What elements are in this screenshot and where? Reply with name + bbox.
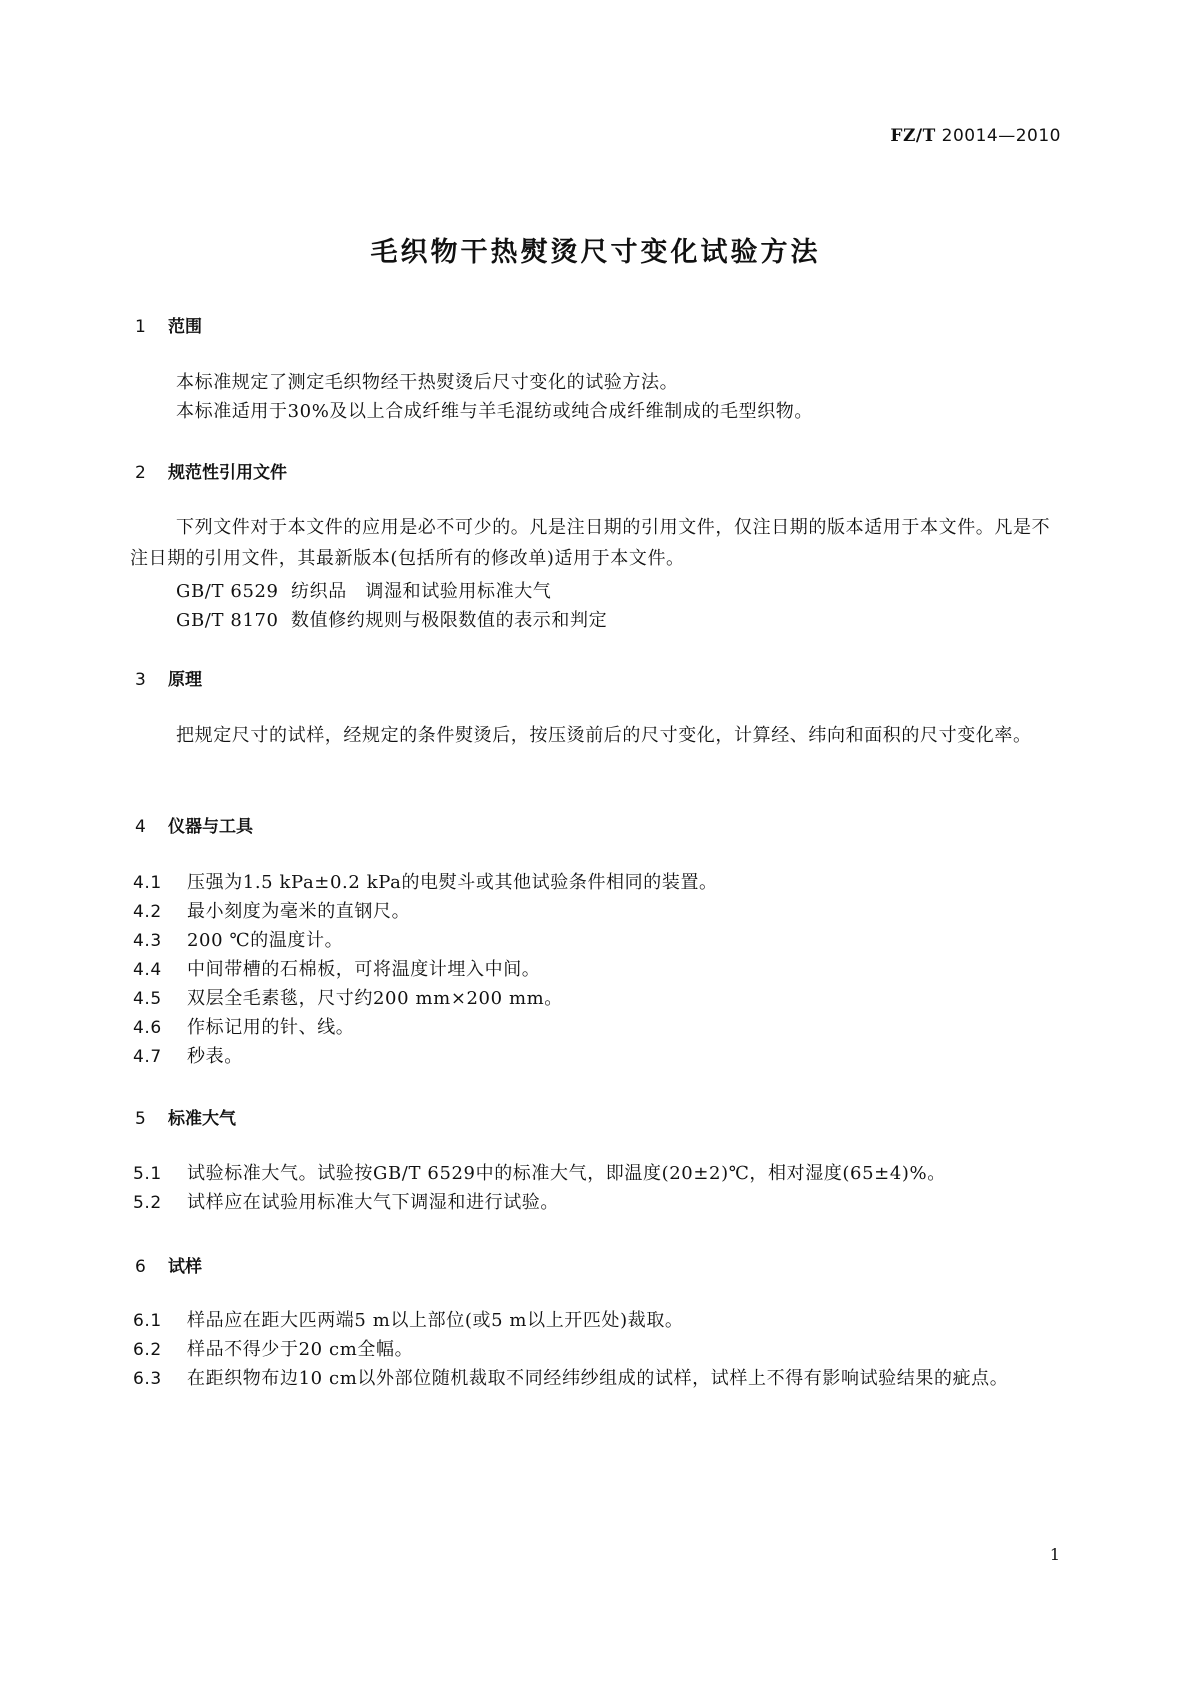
paragraph: 把规定尺寸的试样，经规定的条件熨烫后，按压烫前后的尺寸变化，计算经、纬向和面积的尺寸变化率。: [176, 725, 1032, 746]
clause-text: 样品不得少于20 cm全幅。: [187, 1339, 414, 1360]
clause-number: 6.1: [133, 1311, 162, 1331]
section-heading-standard-atmosphere: [135, 1104, 236, 1129]
clause-number: 4.6: [133, 1018, 162, 1038]
section-number: 6: [135, 1257, 146, 1277]
clause-number: 4.7: [133, 1047, 162, 1067]
clause-text: 试验标准大气。试验按GB/T 6529中的标准大气，即温度(20±2)℃，相对湿度(65±4)%。: [187, 1163, 946, 1184]
clause-item: [133, 1187, 1063, 1219]
page-number: 1: [1049, 1545, 1060, 1564]
clause-number: 5.2: [133, 1193, 162, 1213]
document-title: 毛织物干热熨烫尺寸变化试验方法: [370, 237, 821, 268]
paragraph: 本标准适用于30%及以上合成纤维与羊毛混纺或纯合成纤维制成的毛型织物。: [176, 401, 814, 422]
reference-line: [176, 577, 551, 603]
clause-text: 200 ℃的温度计。: [187, 930, 344, 951]
paragraph: 下列文件对于本文件的应用是必不可少的。凡是注日期的引用文件，仅注日期的版本适用于本文件。凡是不注日期的引用文件，其最新版本(包括所有的修改单)适用于本文件。: [130, 517, 1051, 569]
section-title: 试样: [168, 1257, 202, 1277]
section-heading-normative-references: [135, 458, 287, 483]
clause-item: [133, 896, 1063, 928]
clause-item: [133, 1363, 1063, 1395]
section-title: 规范性引用文件: [168, 463, 287, 483]
clause-text: 压强为1.5 kPa±0.2 kPa的电熨斗或其他试验条件相同的装置。: [187, 872, 718, 893]
section-title: 范围: [168, 317, 202, 337]
clause-item: [133, 1041, 1063, 1073]
clause-number: 6.2: [133, 1340, 162, 1360]
section-number: 4: [135, 817, 146, 837]
section-heading-scope: [135, 312, 202, 337]
clause-number: 4.2: [133, 902, 162, 922]
clause-text: 在距织物布边10 cm以外部位随机裁取不同经纬纱组成的试样，试样上不得有影响试验结果的疵点。: [187, 1368, 1009, 1389]
clause-item: [133, 1305, 1063, 1337]
standard-code: [890, 126, 1061, 146]
reference-title: 纺织品 调湿和试验用标准大气: [291, 581, 552, 602]
clause-item: [133, 1334, 1063, 1366]
section-number: 2: [135, 463, 146, 483]
standard-code-number: 20014—2010: [941, 126, 1061, 146]
clause-number: 4.4: [133, 960, 162, 980]
reference-code: GB/T 6529: [176, 581, 279, 602]
reference-code: GB/T 8170: [176, 610, 279, 631]
section-title: 仪器与工具: [168, 817, 253, 837]
standard-code-prefix: FZ/T: [890, 126, 936, 146]
paragraph: 本标准规定了测定毛织物经干热熨烫后尺寸变化的试验方法。: [176, 372, 679, 393]
section-number: 3: [135, 670, 146, 690]
clause-number: 4.1: [133, 873, 162, 893]
clause-item: [133, 867, 1063, 899]
clause-item: [133, 1012, 1063, 1044]
section-number: 5: [135, 1109, 146, 1129]
clause-text: 秒表。: [187, 1046, 243, 1067]
clause-item: [133, 1158, 1063, 1190]
section-title: 原理: [168, 670, 202, 690]
section-number: 1: [135, 317, 146, 337]
reference-title: 数值修约规则与极限数值的表示和判定: [291, 610, 608, 631]
clause-item: [133, 925, 1063, 957]
clause-text: 作标记用的针、线。: [187, 1017, 355, 1038]
clause-number: 4.5: [133, 989, 162, 1009]
section-heading-specimen: [135, 1252, 202, 1277]
clause-number: 6.3: [133, 1369, 162, 1389]
clause-text: 双层全毛素毯，尺寸约200 mm×200 mm。: [187, 988, 563, 1009]
clause-text: 试样应在试验用标准大气下调湿和进行试验。: [187, 1192, 559, 1213]
section-title: 标准大气: [168, 1109, 236, 1129]
clause-text: 中间带槽的石棉板，可将温度计埋入中间。: [187, 959, 541, 980]
clause-text: 样品应在距大匹两端5 m以上部位(或5 m以上开匹处)裁取。: [187, 1310, 684, 1331]
clause-item: [133, 983, 1063, 1015]
clause-number: 4.3: [133, 931, 162, 951]
section-heading-principle: [135, 665, 202, 690]
clause-text: 最小刻度为毫米的直钢尺。: [187, 901, 411, 922]
section-heading-apparatus: [135, 812, 253, 837]
clause-number: 5.1: [133, 1164, 162, 1184]
reference-line: [176, 606, 607, 632]
clause-item: [133, 954, 1063, 986]
